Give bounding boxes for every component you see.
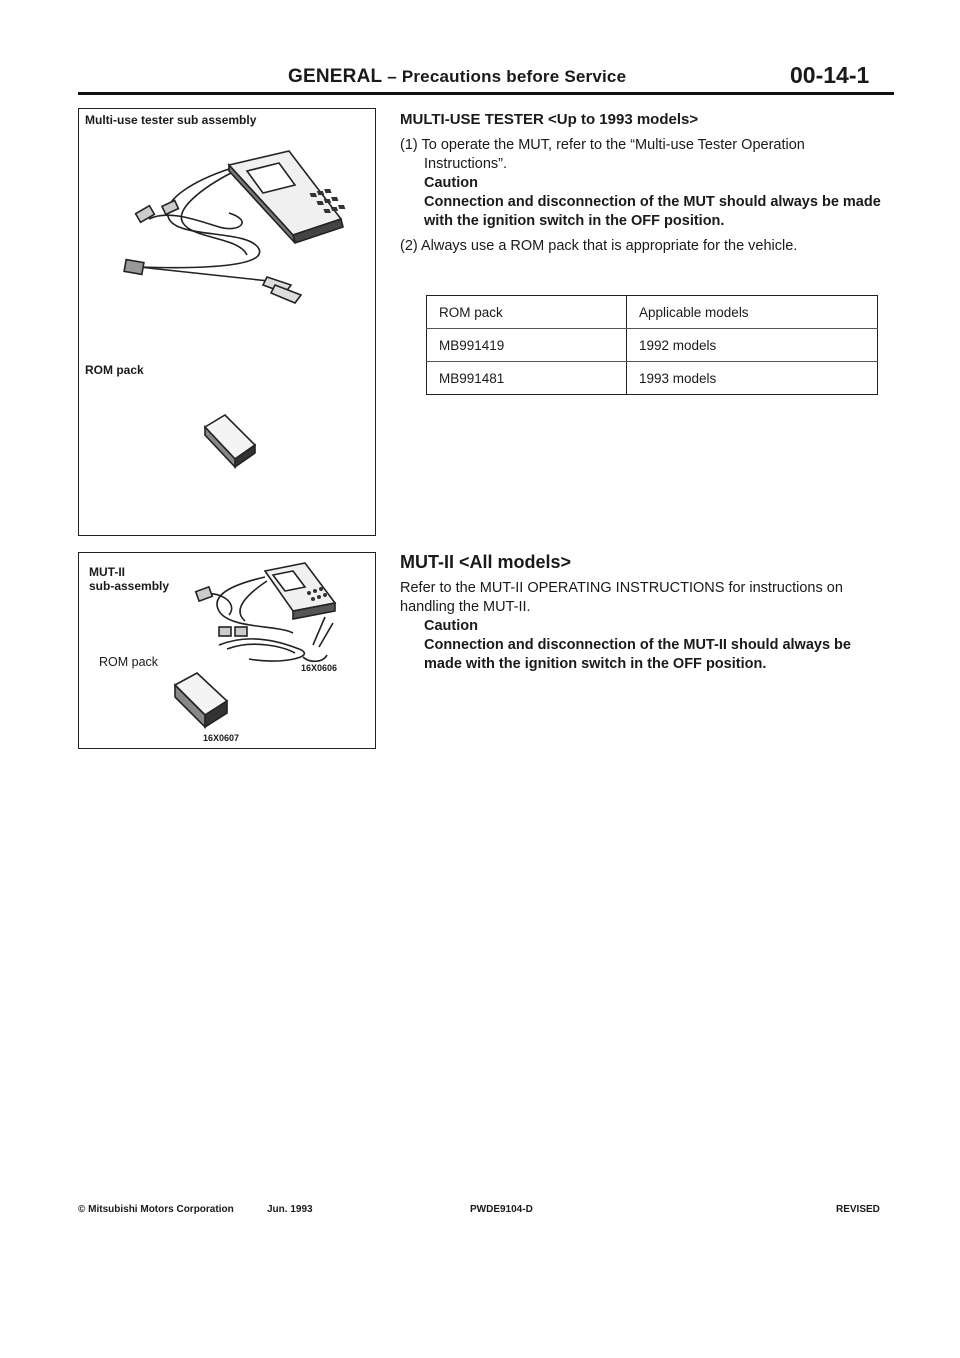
mut-caution-text: Connection and disconnection of the MUT should always be made with the ignition switch in the OFF position. — [424, 194, 881, 229]
table-cell: 1992 models — [627, 329, 878, 362]
table-header-cell: Applicable models — [627, 296, 878, 329]
figure-label-rom-pack-2: ROM pack — [99, 655, 159, 669]
rom-pack-table — [426, 295, 878, 395]
footer-doc-code: PWDE9104-D — [470, 1204, 533, 1215]
table-row — [427, 329, 878, 362]
mut-ii-illustration — [79, 553, 377, 750]
table-header-row — [427, 296, 878, 329]
footer-copyright: © Mitsubishi Motors Corporation — [78, 1204, 234, 1215]
figure-code-2: 16X0607 — [203, 733, 240, 743]
header-dash: – — [382, 67, 402, 86]
figure-label-sub-assembly: sub-assembly — [89, 579, 170, 593]
figure-label-assembly: Multi-use tester sub assembly — [85, 113, 257, 127]
mut-caution-label: Caution — [424, 175, 478, 191]
mut2-section-body — [400, 579, 884, 674]
figure-label-rom-pack: ROM pack — [85, 363, 144, 377]
page-header-title — [288, 66, 626, 88]
mut-section-heading: MULTI-USE TESTER <Up to 1993 models> — [400, 111, 699, 128]
mut2-caution-text: Connection and disconnection of the MUT-II should always be made with the ignition switch in the OFF position. — [424, 637, 851, 672]
mut-item-2: (2) Always use a ROM pack that is appropriate for the vehicle. — [400, 238, 798, 254]
table-cell: MB991419 — [427, 329, 627, 362]
table-cell: MB991481 — [427, 362, 627, 395]
mut2-caution-label: Caution — [424, 618, 478, 634]
section-subtitle: Precautions before Service — [401, 67, 627, 86]
mut2-body-text: Refer to the MUT-II OPERATING INSTRUCTIONS for instructions on handling the MUT-II. — [400, 580, 843, 615]
figure-multi-use-tester — [78, 108, 376, 536]
section-name: GENERAL — [288, 66, 383, 87]
footer-status: REVISED — [836, 1204, 880, 1215]
mut-item-1: (1) To operate the MUT, refer to the “Multi-use Tester Operation Instructions”. — [400, 137, 805, 172]
mut-section-body — [400, 136, 884, 256]
figure-mut-ii — [78, 552, 376, 749]
page-number: 00-14-1 — [790, 62, 870, 88]
table-cell: 1993 models — [639, 370, 717, 386]
mut2-section-heading: MUT-II <All models> — [400, 552, 572, 572]
header-rule — [78, 92, 894, 95]
footer-date: Jun. 1993 — [267, 1204, 313, 1215]
table-row — [427, 362, 878, 395]
figure-code-1: 16X0606 — [301, 663, 338, 673]
figure-label-mut-ii: MUT-II — [89, 565, 125, 579]
table-header-cell: ROM pack — [427, 296, 627, 329]
tester-illustration — [79, 109, 377, 537]
